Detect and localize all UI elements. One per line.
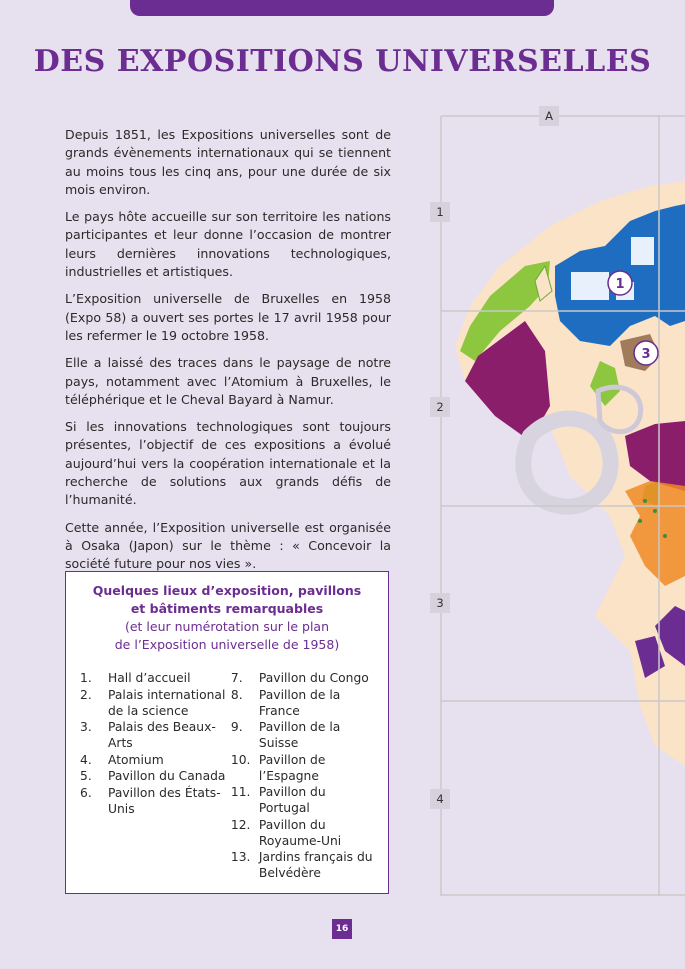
map-tree [643, 499, 647, 503]
paragraph: Depuis 1851, les Expositions universelles sont de grands évènements internationaux qui se tiennent au moins tous les cinq ans, pour une durée de six mois environ. [65, 127, 391, 197]
list-item-number: 8. [230, 687, 243, 702]
list-item-label: Palais des Beaux-Arts [108, 720, 216, 750]
list-item [231, 784, 376, 816]
map-row-label: 2 [430, 397, 450, 417]
list-item [231, 849, 376, 881]
list-item-label: Pavillon du Canada [108, 769, 226, 783]
list-item-number: 2. [80, 687, 92, 702]
map-marker-label: 3 [641, 347, 651, 362]
list-item-number: 12. [230, 817, 251, 832]
page-title: DES EXPOSITIONS UNIVERSELLES [33, 44, 652, 79]
expo-map [430, 106, 685, 896]
list-item-number: 11. [230, 785, 251, 799]
list-item-label: Pavillon du Congo [258, 671, 369, 685]
list-item-number: 1. [80, 671, 92, 685]
map-tree [638, 519, 642, 523]
list-item-label: Pavillon de l’Espagne [258, 752, 326, 783]
locations-box-header [66, 572, 388, 654]
page-number: 16 [332, 919, 352, 939]
locations-lists [80, 670, 376, 882]
box-title-line: et bâtiments remarquables [130, 601, 324, 616]
list-item-label: Pavillon de la Suisse [258, 720, 341, 750]
locations-list-column-1 [80, 670, 231, 882]
top-banner-bar [130, 0, 554, 16]
list-item-label: Pavillon de la France [258, 687, 341, 718]
map-row-label: 1 [430, 202, 450, 222]
list-item [231, 719, 376, 751]
paragraph: Elle a laissé des traces dans le paysage de notre pays, notamment avec l’Atomium à Bruxelles, le téléphérique et le Cheval Bayard à Namur. [65, 355, 391, 407]
list-item [80, 785, 231, 817]
paragraph: Si les innovations technologiques sont toujours présentes, l’objectif de ces expositions a évolué aujourd’hui vers la coopération internationale et la recherche de solutions aux grands défis de l’humanité. [65, 419, 391, 508]
list-item [231, 687, 376, 719]
paragraph: Cette année, l’Exposition universelle est organisée à Osaka (Japon) sur le thème : « Concevoir la société future pour nos vies ». [65, 519, 391, 572]
map-row-label: 4 [430, 789, 450, 809]
list-item [80, 687, 231, 719]
map-building [630, 236, 655, 266]
locations-list-column-2 [231, 670, 376, 882]
box-subtitle-line: (et leur numérotation sur le plan [124, 619, 330, 634]
list-item-number: 7. [230, 671, 243, 685]
expo-map-drawing [430, 106, 685, 896]
list-item-number: 10. [230, 752, 251, 767]
list-item-label: Pavillon du Portugal [258, 785, 326, 815]
map-tree [663, 534, 667, 538]
list-item-label: Pavillon des États-Unis [108, 785, 221, 816]
list-item-number: 13. [230, 850, 251, 864]
list-item [80, 752, 231, 768]
map-row-label: 3 [430, 593, 450, 613]
list-item [231, 670, 376, 686]
list-item-label: Pavillon du Royaume-Uni [258, 817, 342, 848]
list-item-label: Hall d’accueil [108, 671, 191, 685]
list-item [80, 719, 231, 751]
map-building [570, 271, 610, 301]
list-item [231, 817, 376, 849]
map-marker-label: 1 [615, 277, 625, 292]
list-item-number: 6. [80, 785, 92, 800]
list-item-label: Palais international de la science [108, 687, 226, 718]
map-column-label: A [539, 106, 559, 126]
list-item-number: 3. [80, 720, 92, 734]
list-item [231, 752, 376, 784]
list-item-number: 9. [230, 720, 243, 734]
list-item [80, 768, 231, 784]
map-tree [653, 509, 657, 513]
paragraph: Le pays hôte accueille sur son territoire les nations participantes et leur donne l’occasion de montrer leurs dernières innovations technologiques, industrielles et artistiques. [65, 209, 391, 280]
list-item-label: Atomium [108, 752, 164, 767]
list-item [80, 670, 231, 686]
paragraph: L’Exposition universelle de Bruxelles en 1958 (Expo 58) a ouvert ses portes le 17 avril 1958 pour les refermer le 19 octobre 1958. [65, 291, 391, 343]
list-item-number: 5. [80, 769, 92, 783]
list-item-number: 4. [80, 752, 92, 767]
locations-box [65, 571, 389, 894]
box-subtitle-line: de l’Exposition universelle de 1958) [114, 637, 340, 652]
intro-text [65, 126, 391, 583]
box-title-line: Quelques lieux d’exposition, pavillons [92, 583, 362, 598]
list-item-label: Jardins français du Belvédère [258, 850, 373, 880]
